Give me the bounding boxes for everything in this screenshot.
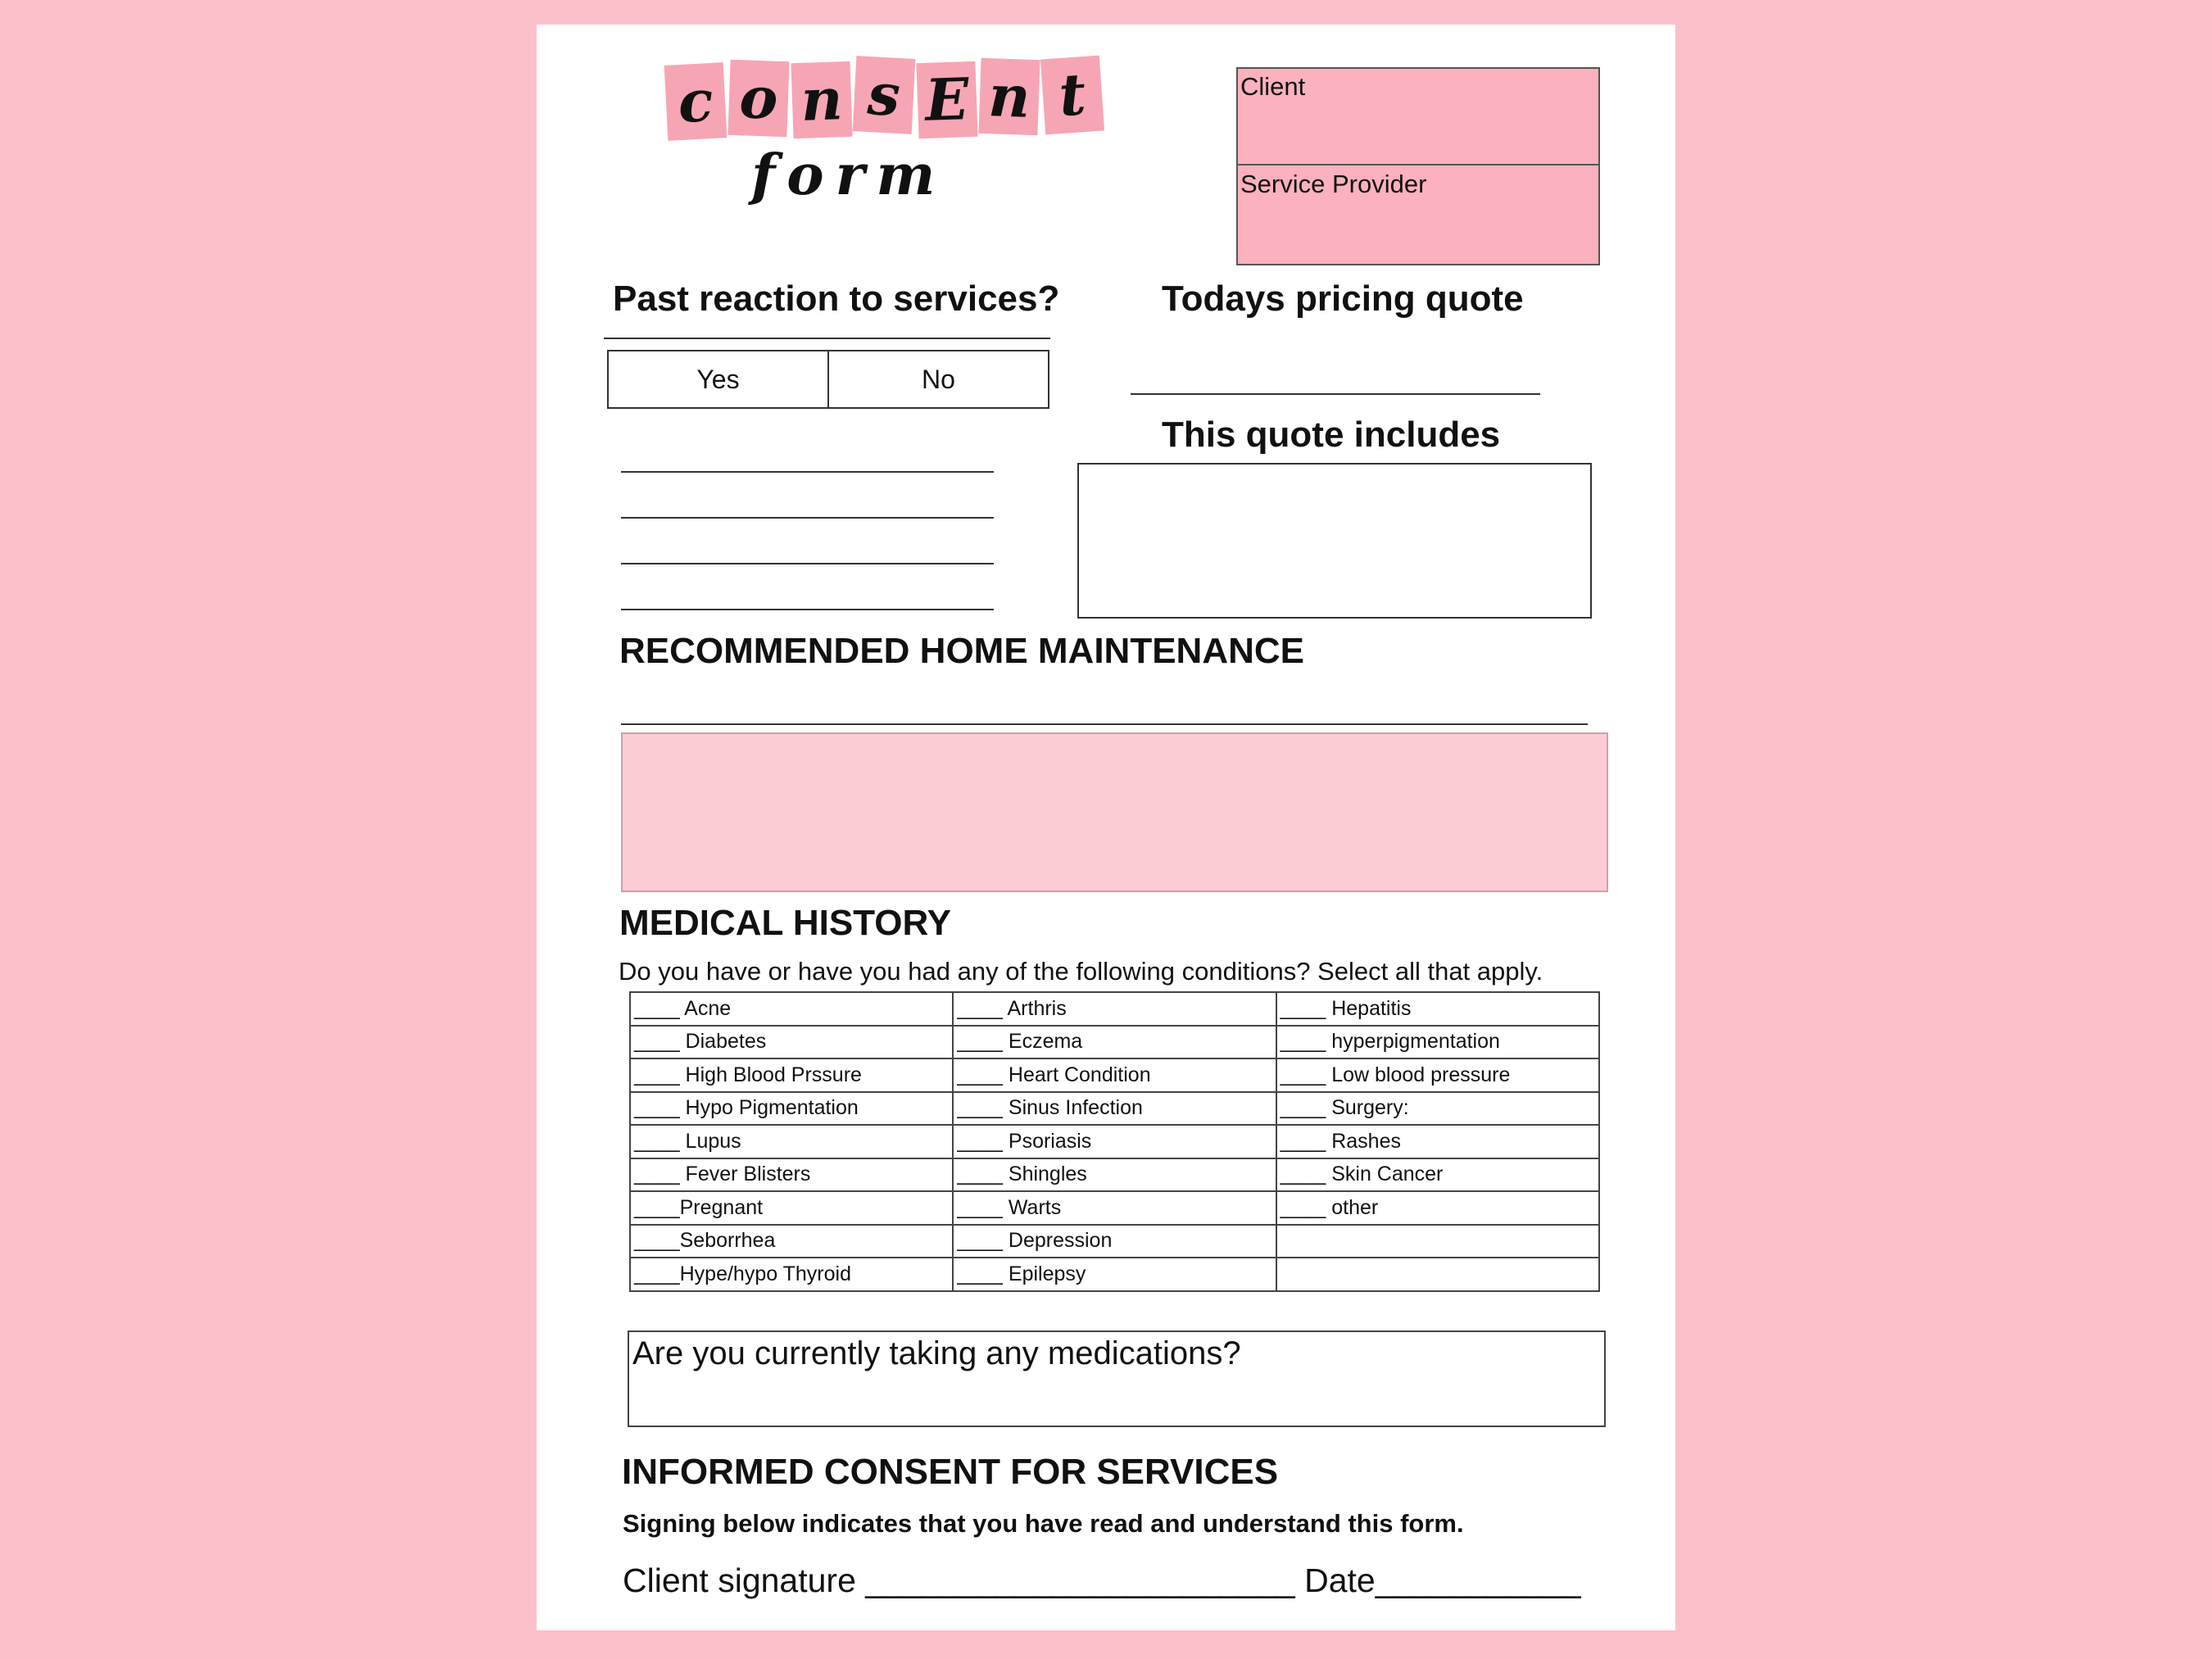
condition-option[interactable]: ____ other <box>1276 1191 1599 1225</box>
service-provider-field[interactable] <box>1238 166 1598 263</box>
condition-option[interactable]: ____Hype/hypo Thyroid <box>630 1258 953 1291</box>
condition-option[interactable]: ____ Psoriasis <box>953 1125 1276 1158</box>
table-row <box>630 1026 1599 1059</box>
condition-option[interactable]: ____ Arthris <box>953 992 1276 1026</box>
pricing-quote-line[interactable] <box>1131 393 1540 395</box>
condition-option[interactable]: ____ Hypo Pigmentation <box>630 1092 953 1126</box>
condition-option[interactable]: ____ Acne <box>630 992 953 1026</box>
condition-option[interactable]: ____ Shingles <box>953 1158 1276 1192</box>
client-field[interactable] <box>1238 69 1598 165</box>
condition-option[interactable]: ____ Sinus Infection <box>953 1092 1276 1126</box>
condition-option[interactable]: ____ Heart Condition <box>953 1058 1276 1092</box>
table-row <box>630 1225 1599 1258</box>
condition-option[interactable]: ____ Diabetes <box>630 1026 953 1059</box>
medications-question: Are you currently taking any medications? <box>632 1335 1241 1371</box>
table-row <box>630 1125 1599 1158</box>
reaction-detail-line[interactable] <box>621 609 994 610</box>
condition-option[interactable]: ____Seborrhea <box>630 1225 953 1258</box>
table-row <box>630 1092 1599 1126</box>
table-row <box>630 992 1599 1026</box>
logo-letter: c <box>664 62 728 141</box>
informed-consent-heading: INFORMED CONSENT FOR SERVICES <box>622 1452 1279 1492</box>
home-maintenance-heading: RECOMMENDED HOME MAINTENANCE <box>619 631 1304 671</box>
quote-includes-heading: This quote includes <box>1162 415 1501 455</box>
pricing-quote-heading: Todays pricing quote <box>1162 279 1524 319</box>
condition-option[interactable]: ____ Eczema <box>953 1026 1276 1059</box>
logo-letter: s <box>853 56 916 134</box>
medications-field[interactable] <box>628 1330 1606 1427</box>
condition-option <box>1276 1225 1599 1258</box>
reaction-detail-line[interactable] <box>621 471 994 473</box>
table-row <box>630 1058 1599 1092</box>
table-row <box>630 1191 1599 1225</box>
condition-option[interactable]: ____Pregnant <box>630 1191 953 1225</box>
condition-option[interactable]: ____ Lupus <box>630 1125 953 1158</box>
signature-date-line[interactable]: Client signature _______________________ Date___________ <box>623 1562 1581 1599</box>
quote-includes-box[interactable] <box>1077 463 1592 619</box>
condition-option <box>1276 1258 1599 1291</box>
consent-statement: Signing below indicates that you have read and understand this form. <box>623 1509 1464 1538</box>
service-provider-label: Service Provider <box>1240 170 1427 198</box>
condition-option[interactable]: ____ Fever Blisters <box>630 1158 953 1192</box>
yes-option[interactable]: Yes <box>696 365 740 394</box>
client-label: Client <box>1240 72 1306 101</box>
condition-option[interactable]: ____ Surgery: <box>1276 1092 1599 1126</box>
past-reaction-underline <box>604 338 1050 339</box>
table-row <box>630 1258 1599 1291</box>
home-maintenance-box[interactable] <box>621 732 1608 892</box>
logo-letter: o <box>728 60 789 137</box>
condition-option[interactable]: ____ Rashes <box>1276 1125 1599 1158</box>
logo-subtitle: form <box>751 143 947 208</box>
condition-option[interactable]: ____ Hepatitis <box>1276 992 1599 1026</box>
table-row <box>630 1158 1599 1192</box>
logo-letter: t <box>1040 56 1104 135</box>
form-page <box>537 25 1675 1630</box>
home-maintenance-line[interactable] <box>621 723 1588 725</box>
condition-option[interactable]: ____ Skin Cancer <box>1276 1158 1599 1192</box>
condition-option[interactable]: ____ Epilepsy <box>953 1258 1276 1291</box>
conditions-table <box>629 991 1600 1292</box>
logo-letter: n <box>978 58 1040 135</box>
yes-no-choice <box>607 350 1049 409</box>
condition-option[interactable]: ____ Warts <box>953 1191 1276 1225</box>
past-reaction-heading: Past reaction to services? <box>613 279 1060 319</box>
consent-form-logo <box>537 25 1192 238</box>
condition-option[interactable]: ____ Low blood pressure <box>1276 1058 1599 1092</box>
condition-option[interactable]: ____ hyperpigmentation <box>1276 1026 1599 1059</box>
logo-letter: n <box>791 61 852 138</box>
no-option[interactable]: No <box>827 351 1048 407</box>
reaction-detail-line[interactable] <box>621 517 994 519</box>
medical-history-heading: MEDICAL HISTORY <box>619 903 952 943</box>
condition-option[interactable]: ____ Depression <box>953 1225 1276 1258</box>
logo-letter: E <box>916 61 977 138</box>
reaction-detail-line[interactable] <box>621 563 994 564</box>
client-provider-box <box>1236 67 1600 265</box>
medical-history-intro: Do you have or have you had any of the following conditions? Select all that apply. <box>619 957 1543 986</box>
condition-option[interactable]: ____ High Blood Prssure <box>630 1058 953 1092</box>
